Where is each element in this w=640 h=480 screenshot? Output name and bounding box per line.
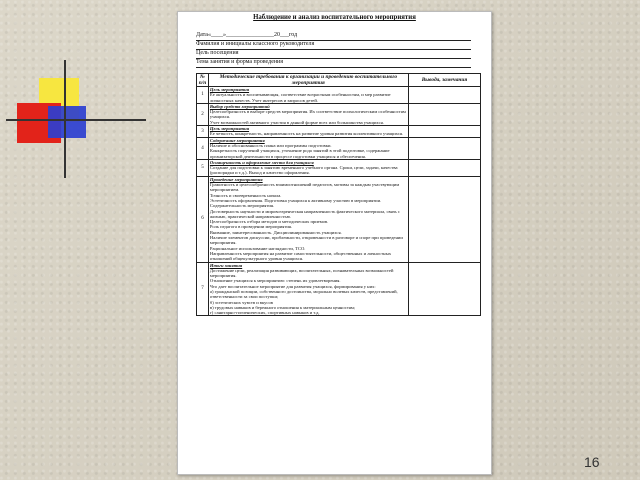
row-requirements	[208, 176, 408, 262]
decor-horizontal-line	[6, 119, 146, 121]
row-number: 2	[197, 103, 209, 125]
row-line: Эстетичность оформления. Подготовка учащихся к активному участию в мероприятии.	[209, 197, 382, 203]
row-conclusions	[408, 262, 480, 316]
row-line: Наличие элементов дискуссии, проблемности, откровенности в разговоре и споре при проведении мероприятия.	[209, 235, 403, 246]
row-line: Конкретность поручений учащихся, уточнение рода занятий в этой подготовке, содержание организаторской деятельности в процессе подготовки учащихся и обеспечения.	[209, 148, 390, 159]
row-line: Грамотность и целесообразность взаимоотношений педагогов, мотивы за каждым участвующим мероприятием.	[209, 182, 400, 193]
table-row	[197, 159, 481, 176]
row-requirements	[208, 137, 408, 159]
row-line: б) эстетических чувств и вкусов	[209, 299, 273, 305]
row-line: Отношение учащихся к мероприятию: степень их удовлетворения.	[209, 278, 341, 284]
document-page	[177, 11, 492, 475]
row-requirements	[208, 262, 408, 316]
row-conclusions	[408, 159, 480, 176]
table-row	[197, 176, 481, 262]
row-section-title: Проведение мероприятия	[209, 176, 263, 182]
row-line: Рациональное использование наглядности, ТСО.	[209, 245, 306, 251]
row-section-title: Выбор средств мероприятий	[209, 103, 270, 109]
row-line: в) трудовых навыков и бережного отношения к материальным ценностям;	[209, 304, 356, 310]
header-number: № п/п	[197, 74, 209, 87]
table-row	[197, 137, 481, 159]
row-line: Что дает воспитательное мероприятие для развития учащихся, формирования у них:	[209, 283, 376, 289]
row-section-title: Итоги занятия	[209, 262, 243, 268]
row-line: Точность и своевременность начала.	[209, 192, 282, 198]
row-conclusions	[408, 87, 480, 104]
row-requirements	[208, 103, 408, 125]
row-line: Ее четкость, конкретность, направленность на развитие уровня развития коллективного учащихся.	[209, 131, 404, 137]
row-requirements	[208, 87, 408, 104]
table-header-row	[197, 74, 481, 87]
row-number: 3	[197, 126, 209, 138]
row-line: Достоверность научности и мировоззренческая направленность фактического материала, связь с жизнью, практической направленностью.	[209, 208, 400, 219]
row-line: Содержательность мероприятия.	[209, 203, 275, 209]
topic-field: Тема занятия и форма проведения	[196, 59, 471, 68]
row-line: г) санитарно-гигиенических, спортивных навыков и т.д.	[209, 310, 320, 316]
row-number: 4	[197, 137, 209, 159]
row-conclusions	[408, 137, 480, 159]
teacher-name-field: Фамилия и инициалы классного руководителя	[196, 41, 471, 50]
row-section-title: Цель мероприятия	[209, 87, 250, 92]
row-line: Целесообразность в выборе средств мероприятия. Их соответствие психологическим особенностям учащихся.	[209, 109, 406, 120]
row-line: Целесообразность отбора методов и методических приемов.	[209, 219, 329, 225]
row-number: 5	[197, 159, 209, 176]
row-line: Направленность мероприятия на развитие самостоятельности, общественных и личностных отношений общекультурного уровня учащихся.	[209, 250, 392, 262]
row-number: 6	[197, 176, 209, 262]
row-requirements	[208, 159, 408, 176]
row-line: а) гражданской позиции, собственного достоинства, морально волевых качеств, представлений, ответственности за свои поступки;	[209, 288, 398, 300]
row-section-title: Содержание мероприятия	[209, 137, 265, 143]
analysis-table	[196, 73, 481, 316]
row-line: Учет возможностей активного участия в данной форме всех или большинства учащихся.	[209, 119, 384, 125]
row-line: Внимание, заинтересованность. Дисциплинированность учащихся.	[209, 229, 342, 235]
header-requirements: Методические требования к организации и проведению воспитательного мероприятия	[208, 74, 408, 87]
header-conclusions: Вывода, замечания	[408, 74, 480, 87]
row-line: Ее актуальность и воспитывающая, соответствие возрастным особенностям, и мер развитие личностных качеств. Учет интересов и запросов детей.	[209, 92, 391, 103]
table-row	[197, 126, 481, 138]
row-section-title: Цель мероприятия	[209, 126, 250, 132]
date-field: Дата«____»________________20___год	[196, 32, 471, 41]
row-line: Роль педагога в проведении мероприятия.	[209, 224, 293, 230]
row-line: Достижение цели, реализация развивающих, воспитательных, познавательных возможностей мероприятия.	[209, 267, 394, 279]
table-row	[197, 262, 481, 316]
row-section-title: Оснащенность и оформление места для учащихся	[209, 159, 314, 165]
table-row	[197, 103, 481, 125]
row-conclusions	[408, 126, 480, 138]
decor-blue-square	[48, 106, 86, 138]
visit-goal-field: Цель посещения	[196, 50, 471, 59]
row-line: Создание для подготовки к занятию временного учебного органа. Сроки, цели, задачи, качества (распорядки и т.д.). Выход и качество оформления.	[209, 165, 398, 176]
row-requirements	[208, 126, 408, 138]
row-number: 7	[197, 262, 209, 316]
row-conclusions	[408, 103, 480, 125]
slide-page-number: 16	[584, 454, 600, 470]
table-row	[197, 87, 481, 104]
decor-vertical-line	[64, 60, 66, 178]
row-number: 1	[197, 87, 209, 104]
row-conclusions	[408, 176, 480, 262]
document-title: Наблюдение и анализ воспитательного мероприятия	[253, 14, 416, 21]
row-line: Наличие и обоснованность плана или программы подготовки.	[209, 142, 332, 148]
